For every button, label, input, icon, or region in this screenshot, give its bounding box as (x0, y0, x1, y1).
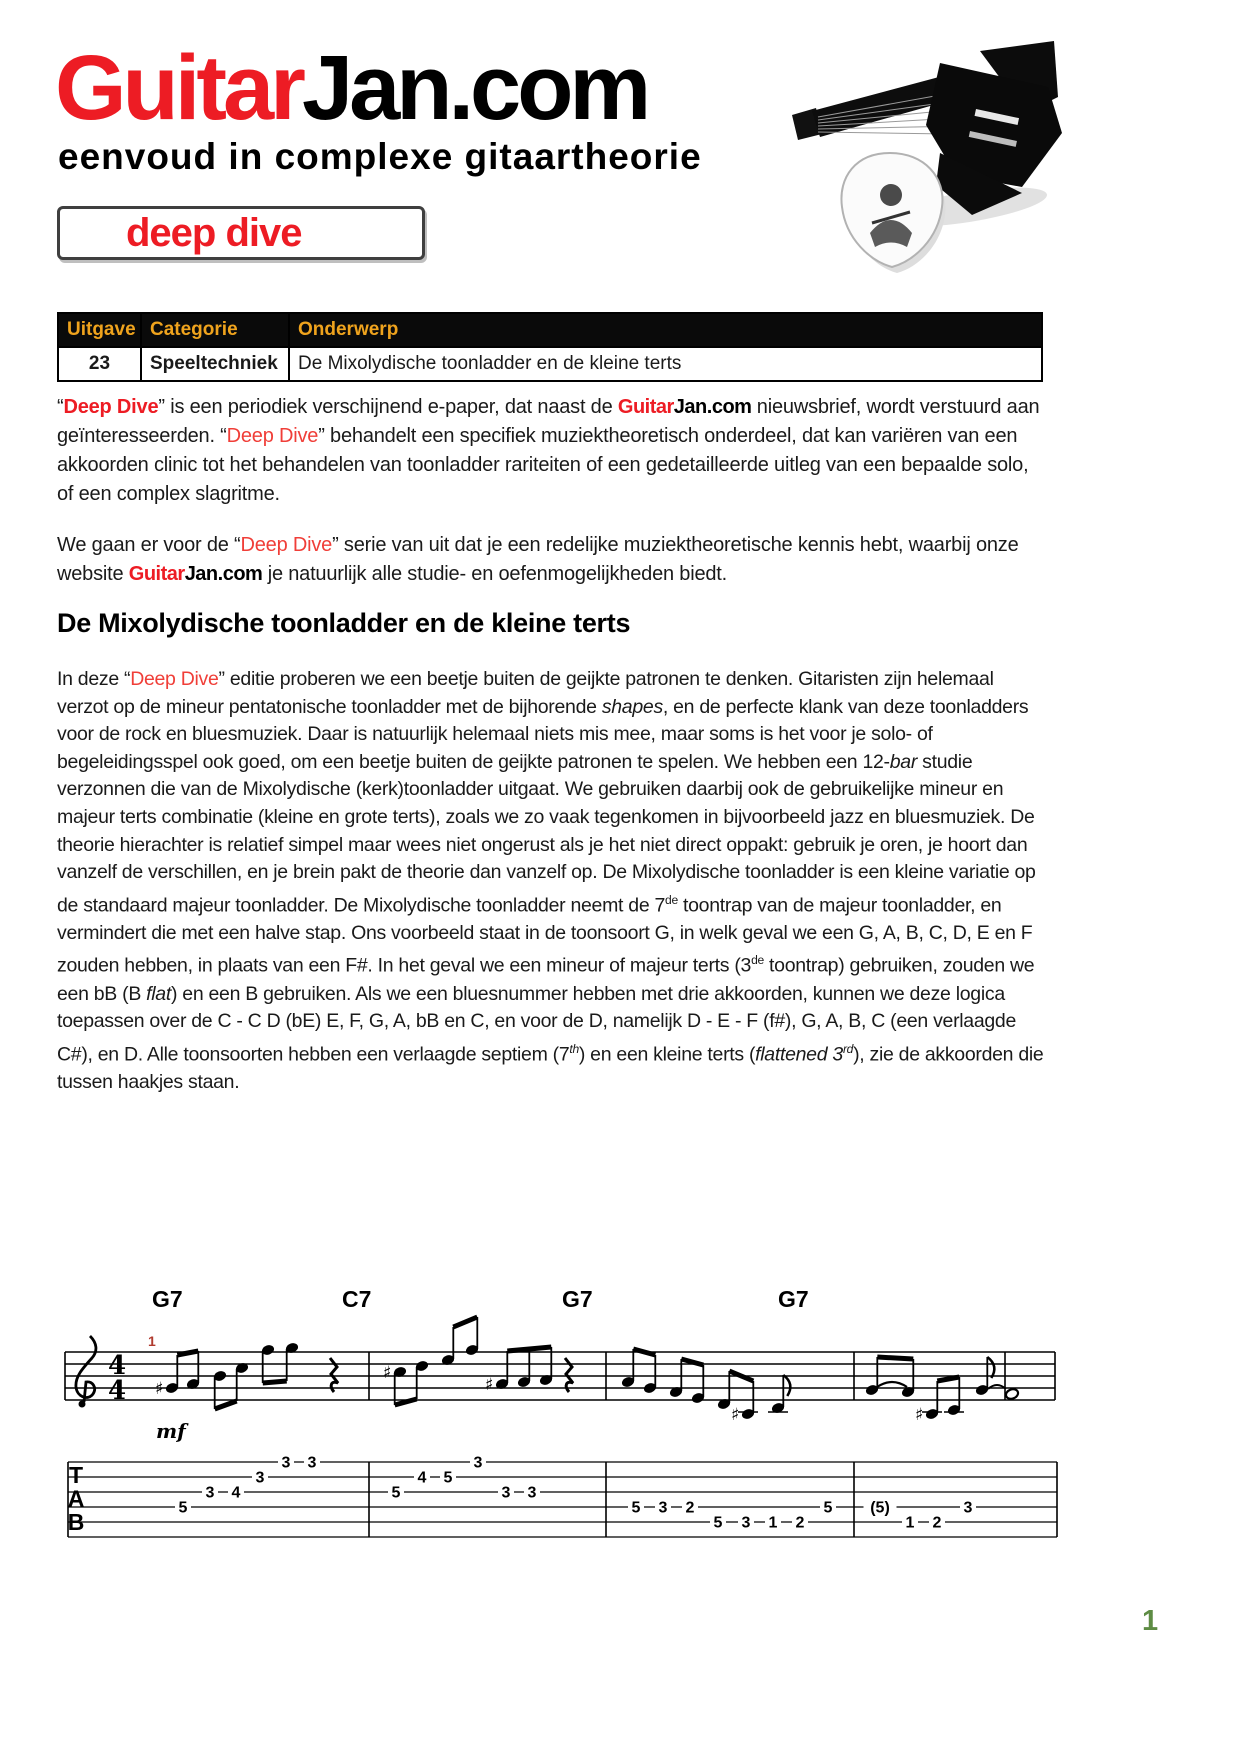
table-cell-onderwerp: De Mixolydische toonladder en de kleine terts (289, 347, 1042, 381)
brand-logo (55, 37, 648, 139)
text-segment: shapes (601, 695, 663, 718)
table-header-onderwerp: Onderwerp (289, 313, 1042, 347)
tab-fret-number: 3 (658, 1499, 668, 1517)
beam (507, 1347, 551, 1351)
text-segment: Deep Dive (240, 534, 333, 556)
table-header-categorie: Categorie (141, 313, 289, 347)
text-segment: , en de perfecte klank van deze toonladders voor de rock en bluesmuziek. Daar is natuurlijk helemaal niets mis mee, maar soms is het voor je solo- of begeleidingsspel ook goed, om een beetje buiten de geijkte patronen te spelen. We hebben een 12- (57, 695, 1029, 773)
guitar-illustration (790, 35, 1070, 275)
text-segment: studie verzonnen die van de Mixolydische (kerk)toonladder uitgaat. We gebruiken daarbij ook de gebruikelijke mineur en majeur terts combinatie (kleine en grote terts), zoals we zo vaak tegenkomen in bijvoorbeeld jazz en bluesmuziek. De theorie hierachter is relatief simpel maar wees niet ongerust als je het niet direct oppakt: gebruik je oren, je hoort dan vanzelf de verschillen, en je brein pakt de theorie dan vanzelf op. De Mixolydische toonladder is een kleine variatie op de standaard majeur toonladder. De Mixolydische toonladder neemt de 7 (57, 750, 1036, 917)
tab-fret-number: 3 (205, 1484, 215, 1502)
beam (215, 1401, 237, 1409)
table-cell-uitgave: 23 (58, 347, 141, 381)
text-segment: Guitar (617, 396, 674, 418)
chord-label: G7 (778, 1286, 809, 1312)
sharp-icon: ♯ (383, 1363, 392, 1383)
tab-fret-number: 4 (417, 1469, 427, 1487)
deep-dive-badge-label: deep dive (126, 210, 302, 255)
brand-logo-guitar: Guitar (55, 37, 302, 139)
section-heading: De Mixolydische toonladder en de kleine terts (57, 608, 631, 638)
tab-fret-number: 5 (443, 1469, 453, 1487)
tab-fret-number: (5) (870, 1499, 890, 1517)
treble-clef-dot (79, 1401, 86, 1408)
beam (263, 1381, 287, 1383)
page-number: 1 (1142, 1605, 1159, 1637)
tab-fret-number: 4 (231, 1484, 241, 1502)
half-note (1005, 1388, 1020, 1401)
chord-label: C7 (342, 1286, 372, 1312)
eighth-flag (987, 1357, 994, 1378)
beam (453, 1317, 477, 1327)
tab-fret-number: 5 (823, 1499, 833, 1517)
plectrum-icon (841, 153, 945, 273)
chord-label: G7 (152, 1286, 183, 1312)
text-segment: nieuwsbrief, wordt verstuurd aan geïnteresseerden. “ (57, 396, 1040, 447)
tab-fret-number: 3 (501, 1484, 511, 1502)
deep-dive-badge (57, 206, 425, 260)
guitar-body-icon (926, 41, 1062, 215)
tab-fret-number: 5 (391, 1484, 401, 1502)
text-segment: We gaan er voor de “ (57, 534, 241, 556)
beam (877, 1357, 913, 1359)
section-body-paragraph (57, 666, 1047, 1096)
sharp-icon: ♯ (485, 1375, 494, 1395)
music-notation (0, 1265, 1240, 1565)
tab-clef-letter: T (68, 1462, 84, 1488)
tab-fret-number: 3 (527, 1484, 537, 1502)
text-segment: ) en een B gebruiken. Als we een bluesnummer hebben met drie akkoorden, kunnen we deze logica toepassen over de C - C D (bE) E, F, G, A, bB en C, en voor de D, namelijk D - E - F (f#), G, A, B, C (een verlaagde C#), en D. Alle toonsoorten hebben een verlaagde septiem (7 (57, 982, 1017, 1066)
table-header-uitgave: Uitgave (58, 313, 141, 347)
sharp-icon: ♯ (915, 1405, 924, 1425)
tab-fret-number: 2 (685, 1499, 695, 1517)
tab-fret-number: 3 (473, 1454, 483, 1472)
tab-fret-number: 5 (713, 1514, 723, 1532)
table-row (58, 347, 1042, 381)
text-segment: Deep Dive (226, 425, 319, 447)
tab-fret-number: 3 (255, 1469, 265, 1487)
text-segment: Guitar (128, 563, 185, 585)
time-signature-bottom: 4 (107, 1376, 127, 1406)
tie (877, 1382, 907, 1387)
quarter-rest-icon (330, 1358, 338, 1392)
tab-fret-number: 1 (768, 1514, 778, 1532)
notes (155, 1317, 1019, 1425)
text-segment: Deep Dive (130, 668, 219, 690)
dynamic-marking: mf (156, 1419, 186, 1443)
sharp-icon: ♯ (731, 1405, 740, 1425)
table-cell-categorie: Speeltechniek (141, 347, 289, 381)
tab-fret-number: 3 (307, 1454, 317, 1472)
tab-fret-number: 3 (281, 1454, 291, 1472)
tab-clef-letter: A (67, 1485, 85, 1512)
text-segment: toontrap) gebruiken, zouden we een bB (B (57, 954, 1035, 1005)
text-segment: ” serie van uit dat je een redelijke muziektheoretische kennis hebt, waarbij onze website (57, 534, 1019, 585)
text-segment: Jan.com (673, 396, 752, 418)
text-segment: toontrap van de majeur toonladder, en vermindert die met een halve stap. Ons voorbeeld staat in de toonsoort G, in welk geval we een G, A, B, C, D, E en F zouden hebben, in plaats van een F#. In het geval we een mineur of majeur terts (3 (57, 894, 1033, 977)
text-segment: ) en een kleine terts ( (578, 1043, 756, 1066)
tab-fret-number: 3 (963, 1499, 973, 1517)
treble-clef-icon (76, 1336, 96, 1402)
text-segment: ” editie proberen we een beetje buiten de geijkte patronen te denken. Gitaristen zijn helemaal verzot op de mineur pentatonische toonladder met de bijhorende (57, 668, 994, 718)
tab-fret-number: 3 (741, 1514, 751, 1532)
tab-fret-number: 5 (631, 1499, 641, 1517)
text-segment: Deep Dive (63, 396, 159, 418)
time-signature-top: 4 (107, 1351, 127, 1381)
text-segment: flattened 3 (755, 1043, 843, 1066)
intro-paragraph (57, 393, 1047, 509)
text-segment: de (665, 892, 678, 907)
beam (633, 1349, 655, 1355)
text-segment: bar (889, 750, 918, 773)
eighth-flag (783, 1375, 790, 1396)
text-segment: ” behandelt een specifiek muziektheoretisch onderdeel, dat kan variëren van een akkoorden clinic tot het behandelen van toonladder rariteiten of een gedetailleerde uitleg van een bepaalde solo, of een complex slagritme. (57, 425, 1029, 505)
tab-clef-letter: B (67, 1509, 85, 1535)
quarter-rest-icon (565, 1358, 573, 1392)
text-segment: flat (146, 982, 171, 1005)
text-segment: th (569, 1041, 579, 1056)
brand-tagline: eenvoud in complexe gitaartheorie (58, 136, 702, 177)
text-segment: de (751, 953, 764, 968)
text-segment: Jan.com (184, 563, 263, 585)
text-segment: rd (842, 1041, 854, 1056)
tab-fret-number: 5 (178, 1499, 188, 1517)
text-segment: je natuurlijk alle studie- en oefenmogelijkheden biedt. (262, 563, 728, 585)
measure-number: 1 (148, 1333, 156, 1349)
text-segment: In deze “ (57, 668, 131, 690)
brand-logo-jancom: Jan.com (301, 37, 648, 139)
text-segment: ), zie de akkoorden die tussen haakjes staan. (57, 1043, 1044, 1093)
series-paragraph (57, 531, 1047, 589)
text-segment: ” is een periodiek verschijnend e-paper, dat naast de (158, 396, 618, 418)
text-segment: “ (57, 396, 64, 418)
beam (937, 1377, 959, 1381)
tab-fret-number: 1 (905, 1514, 915, 1532)
tab-staff (68, 1454, 1057, 1538)
issue-table (57, 312, 1043, 382)
tab-fret-number: 2 (795, 1514, 805, 1532)
tab-fret-number: 2 (932, 1514, 942, 1532)
chord-label: G7 (562, 1286, 593, 1312)
sharp-icon: ♯ (155, 1379, 164, 1399)
